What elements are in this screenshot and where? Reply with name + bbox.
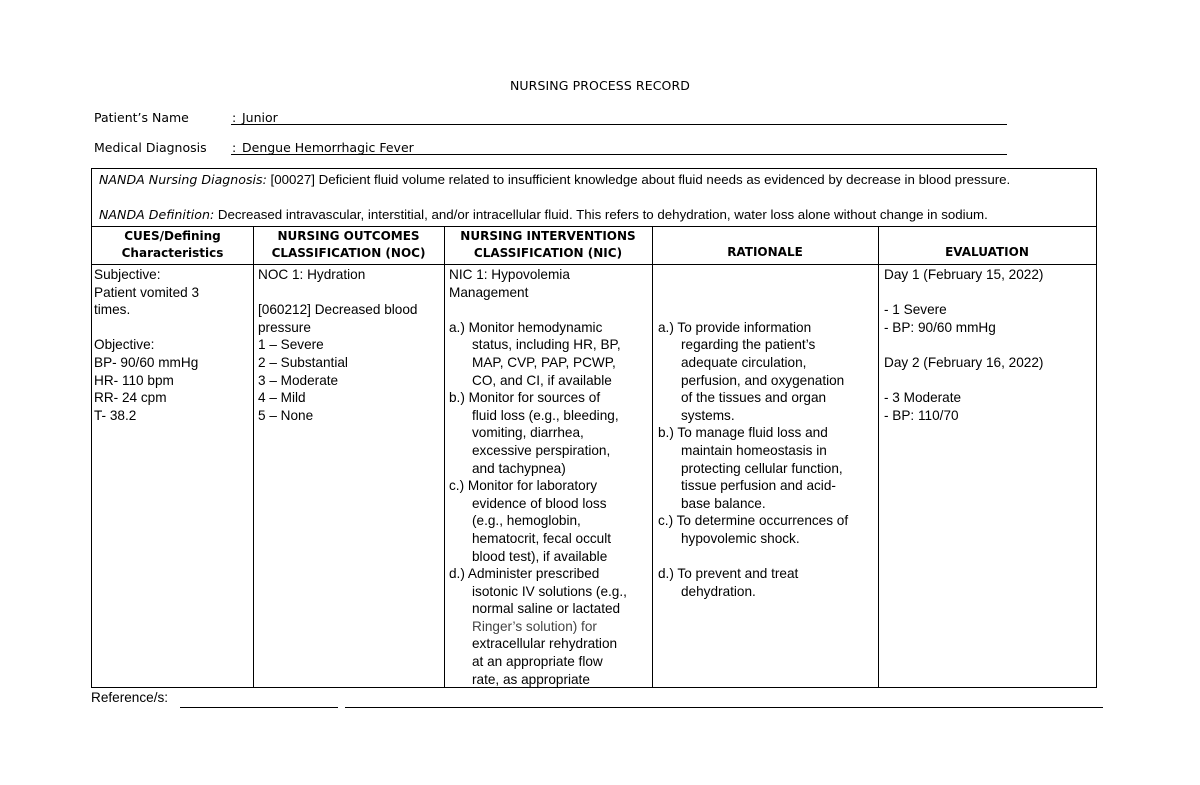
nic-line: c.) Monitor for laboratory [449, 478, 598, 494]
cues-line: Patient vomited 3 [94, 284, 200, 300]
evaluation-line: - BP: 90/60 mmHg [884, 319, 996, 335]
nic-line: rate, as appropriate [472, 671, 590, 687]
nic-line: and tachypnea) [472, 460, 566, 476]
header-noc-line1: NURSING OUTCOMES [277, 229, 420, 243]
nic-item-c [449, 477, 627, 565]
reference-underline [180, 707, 338, 708]
patient-name-colon: : [232, 110, 237, 125]
rationale-line: perfusion, and oxygenation [681, 372, 845, 388]
rationale-line: systems. [681, 407, 735, 423]
nanda-diagnosis-label: NANDA Nursing Diagnosis: [99, 172, 267, 187]
nic-cell [449, 266, 627, 688]
column-divider [444, 226, 445, 687]
rationale-item-b [658, 424, 848, 512]
nic-line: (e.g., hemoglobin, [472, 513, 581, 529]
nic-line: excessive perspiration, [472, 442, 611, 458]
evaluation-cell [884, 266, 1043, 424]
rationale-line: regarding the patient’s [681, 337, 816, 353]
rationale-line: protecting cellular function, [681, 460, 843, 476]
column-divider [253, 226, 254, 687]
page-title: NURSING PROCESS RECORD [509, 78, 690, 93]
medical-diagnosis-value: Dengue Hemorrhagic Fever [242, 140, 414, 155]
nic-item-a [449, 319, 627, 389]
nic-line: isotonic IV solutions (e.g., [472, 583, 627, 599]
evaluation-line: Day 1 (February 15, 2022) [884, 267, 1044, 282]
nic-line: Ringer’s solution) for [472, 618, 597, 634]
noc-line: 5 – None [258, 407, 314, 423]
evaluation-line: - BP: 110/70 [884, 407, 959, 423]
evaluation-line: Day 2 (February 16, 2022) [884, 354, 1044, 370]
nursing-process-table [91, 168, 1097, 688]
reference-underline [345, 707, 1103, 708]
cues-line: Subjective: [94, 267, 161, 282]
column-divider [652, 226, 653, 687]
header-noc [253, 229, 444, 261]
reference-label: Reference/s: [91, 690, 169, 705]
header-rationale-text: RATIONALE [727, 245, 803, 259]
header-noc-line2: CLASSIFICATION (NOC) [271, 246, 426, 260]
rationale-line: of the tissues and organ [681, 390, 827, 406]
nanda-definition [99, 207, 988, 222]
cues-line: BP- 90/60 mmHg [94, 354, 199, 370]
evaluation-line: - 3 Moderate [884, 390, 962, 406]
rationale-line: dehydration. [681, 583, 756, 599]
rationale-item-a [658, 319, 848, 425]
cues-line: Objective: [94, 337, 155, 353]
medical-diagnosis-colon: : [232, 140, 237, 155]
nic-item-b [449, 389, 627, 477]
nic-line: b.) Monitor for sources of [449, 390, 601, 406]
noc-line: NOC 1: Hydration [258, 267, 366, 282]
nic-line: at an appropriate flow [472, 654, 603, 670]
header-bottom-rule [92, 264, 1096, 265]
nanda-diagnosis-text: [00027] Deficient fluid volume related to insufficient knowledge about fluid needs as evidenced by decrease in blood pressure. [266, 172, 1011, 187]
cues-line: times. [94, 302, 131, 318]
rationale-line: hypovolemic shock. [681, 530, 800, 546]
medical-diagnosis-underline [231, 154, 1007, 155]
header-nic-line2: CLASSIFICATION (NIC) [473, 246, 623, 260]
nic-line: hematocrit, fecal occult [472, 530, 612, 546]
cues-line: RR- 24 cpm [94, 390, 167, 406]
rationale-line: adequate circulation, [681, 354, 807, 370]
nic-line: blood test), if available [472, 548, 608, 564]
nanda-definition-text: Decreased intravascular, interstitial, and/or intracellular fluid. This refers to dehydration, water loss alone without change in sodium. [214, 207, 988, 222]
nic-line: status, including HR, BP, [472, 337, 621, 353]
nic-line: extracellular rehydration [472, 636, 618, 652]
nic-title: Management [449, 284, 529, 300]
nic-line: vomiting, diarrhea, [472, 425, 584, 441]
rationale-item-d [658, 565, 848, 600]
header-top-rule [92, 226, 1096, 227]
nic-line: fluid loss (e.g., bleeding, [472, 407, 619, 423]
cues-cell [94, 266, 199, 424]
noc-cell [258, 266, 417, 424]
nanda-diagnosis [99, 172, 1010, 187]
header-nic-line1: NURSING INTERVENTIONS [460, 229, 636, 243]
noc-line: 1 – Severe [258, 337, 324, 353]
nic-line: MAP, CVP, PAP, PCWP, [472, 354, 616, 370]
rationale-line: base balance. [681, 495, 766, 511]
rationale-line: maintain homeostasis in [681, 442, 827, 458]
patient-name-underline [231, 124, 1007, 125]
patient-name-value: Junior [242, 110, 278, 125]
evaluation-line: - 1 Severe [884, 302, 947, 318]
rationale-line: a.) To provide information [658, 319, 812, 335]
rationale-line: c.) To determine occurrences of [658, 513, 849, 529]
header-nic [444, 229, 652, 261]
cues-line: HR- 110 bpm [94, 372, 174, 388]
rationale-line: d.) To prevent and treat [658, 566, 799, 582]
nic-title: NIC 1: Hypovolemia [449, 267, 570, 282]
column-divider [878, 226, 879, 687]
nic-item-d [449, 565, 627, 688]
nic-line: evidence of blood loss [472, 495, 607, 511]
rationale-line: b.) To manage fluid loss and [658, 425, 828, 441]
rationale-item-c [658, 512, 848, 547]
noc-line: 2 – Substantial [258, 354, 348, 370]
header-cues [92, 229, 253, 261]
header-cues-line2: Characteristics [121, 246, 224, 260]
header-evaluation [878, 229, 1096, 261]
medical-diagnosis-label: Medical Diagnosis [94, 140, 207, 155]
rationale-cell [658, 266, 848, 600]
nic-line: d.) Administer prescribed [449, 566, 600, 582]
nanda-definition-label: NANDA Definition: [99, 207, 215, 222]
rationale-line: tissue perfusion and acid- [681, 478, 836, 494]
nic-line: normal saline or lactated [472, 601, 621, 617]
nic-line: CO, and CI, if available [472, 372, 612, 388]
patient-name-label: Patient’s Name [94, 110, 189, 125]
header-rationale [652, 229, 878, 261]
noc-line: 4 – Mild [258, 390, 306, 406]
noc-line: [060212] Decreased blood [258, 302, 418, 318]
nic-line: a.) Monitor hemodynamic [449, 319, 603, 335]
header-cues-line1: CUES/Defining [124, 229, 221, 243]
noc-line: pressure [258, 319, 311, 335]
cues-line: T- 38.2 [94, 407, 137, 423]
noc-line: 3 – Moderate [258, 372, 339, 388]
header-evaluation-text: EVALUATION [945, 245, 1029, 259]
